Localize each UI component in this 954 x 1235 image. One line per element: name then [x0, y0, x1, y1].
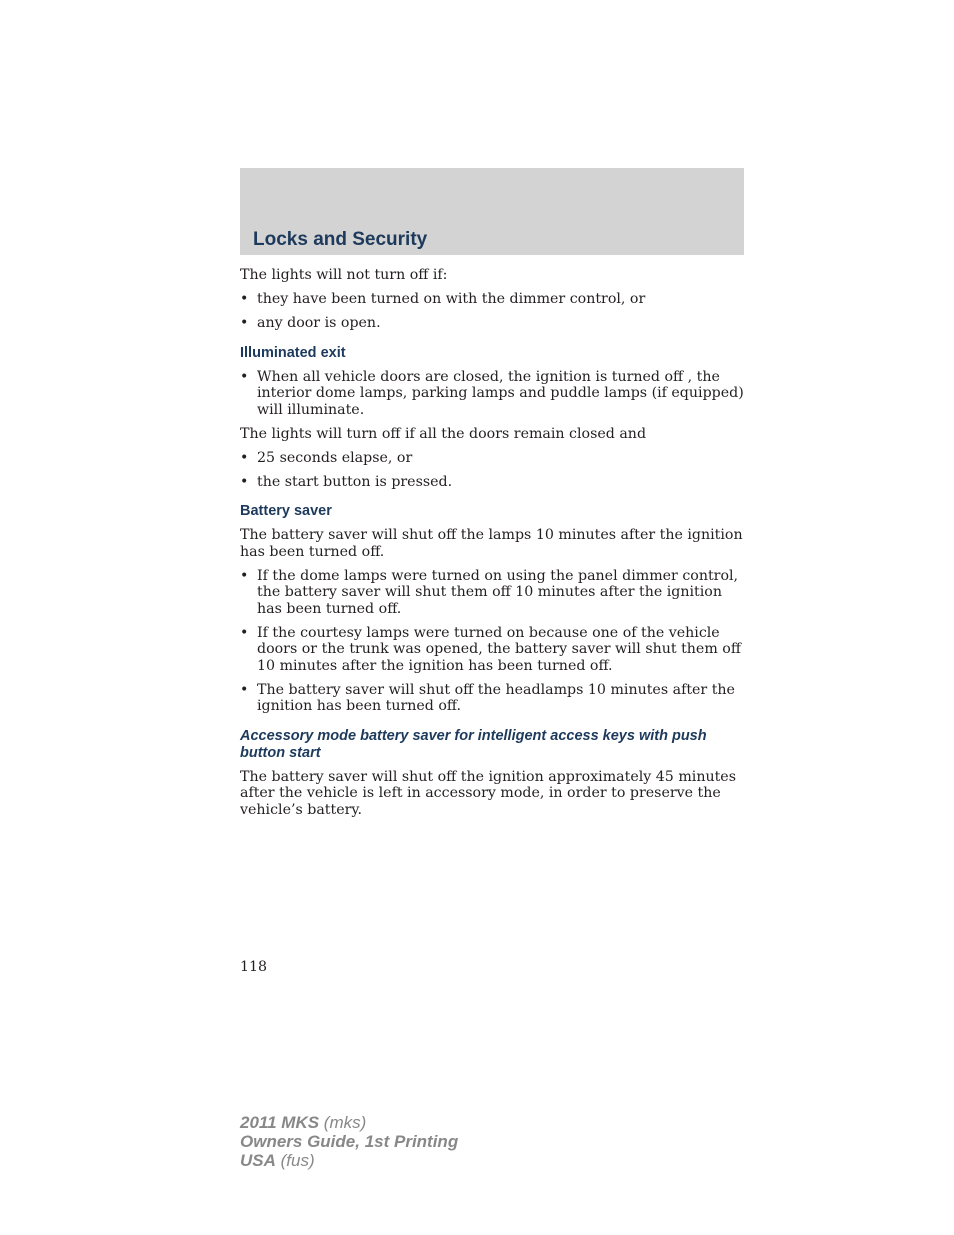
intro-text: The lights will not turn off if: [240, 267, 448, 283]
page-number: 118 [240, 959, 268, 975]
document-footer [240, 1113, 458, 1170]
battery-saver-heading: Battery saver [240, 503, 332, 519]
accessory-mode-text: The battery saver will shut off the ignition approximately 45 minutes after the vehicle is left in accessory mode, in order to preserve the vehicle’s battery. [240, 768, 736, 818]
illuminated-exit-conditions [240, 450, 746, 491]
list-item: • they have been turned on with the dimmer control, or [240, 291, 646, 307]
bullet-icon: • [240, 624, 249, 641]
illuminated-exit-list [240, 369, 746, 419]
list-item: • The battery saver will shut off the headlamps 10 minutes after the ignition has been turned off. [240, 681, 735, 714]
bullet-icon: • [240, 473, 249, 490]
bullet-icon: • [240, 449, 249, 466]
battery-saver-text: The battery saver will shut off the lamps 10 minutes after the ignition has been turned off. [240, 527, 743, 560]
bullet-icon: • [240, 315, 249, 331]
bullet-icon: • [240, 291, 249, 307]
footer-line-model: 2011 MKS (mks) [240, 1113, 367, 1132]
bullet-icon: • [240, 368, 249, 385]
list-item: • If the courtesy lamps were turned on because one of the vehicle doors or the trunk was opened, the battery saver will shut them off 10 minutes after the ignition has been turned off. [240, 624, 741, 674]
bullet-icon: • [240, 681, 249, 698]
footer-line-region: USA (fus) [240, 1151, 315, 1170]
list-item: • If the dome lamps were turned on using the panel dimmer control, the battery saver will shut them off 10 minutes after the ignition has been turned off. [240, 567, 739, 617]
list-item: • When all vehicle doors are closed, the ignition is turned off , the interior dome lamps, parking lamps and puddle lamps (if equipped) will illuminate. [240, 368, 744, 418]
battery-saver-list [240, 568, 746, 715]
list-item: • 25 seconds elapse, or [240, 449, 413, 466]
list-item: • any door is open. [240, 315, 381, 331]
intro-list [240, 291, 746, 332]
illuminated-exit-text: The lights will turn off if all the doors remain closed and [240, 425, 647, 442]
list-item: • the start button is pressed. [240, 473, 453, 490]
accessory-mode-heading: Accessory mode battery saver for intelligent access keys with push button start [240, 727, 707, 761]
page-content [240, 267, 746, 826]
section-title: Locks and Security [253, 229, 428, 250]
illuminated-exit-heading: Illuminated exit [240, 344, 346, 361]
section-header-band [240, 168, 744, 255]
bullet-icon: • [240, 567, 249, 584]
footer-line-printing: Owners Guide, 1st Printing [240, 1132, 459, 1151]
